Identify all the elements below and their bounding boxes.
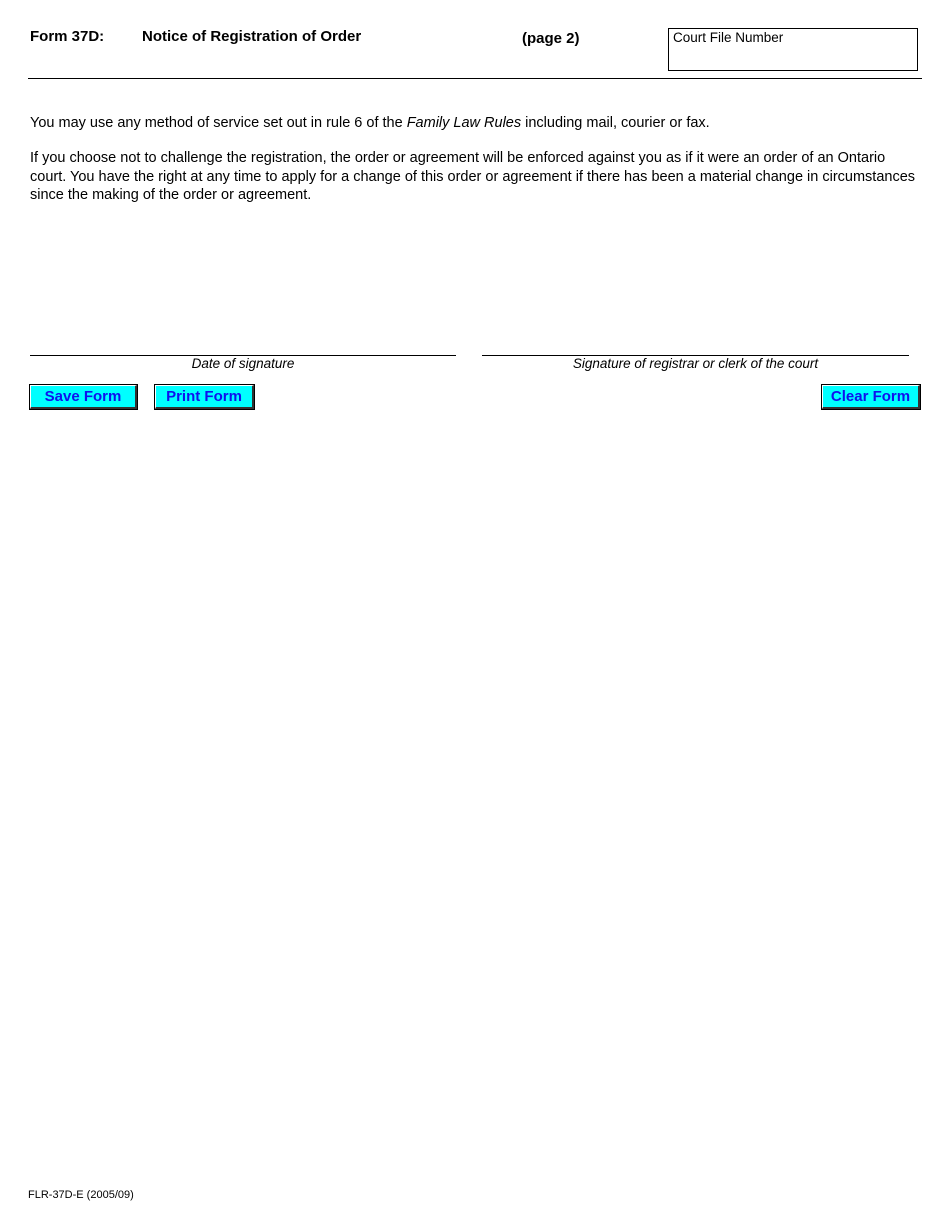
- print-form-button[interactable]: Print Form: [155, 385, 254, 409]
- paragraph-text: You may use any method of service set out in rule 6 of the: [30, 115, 407, 131]
- service-method-paragraph: [30, 114, 925, 133]
- enforcement-paragraph: If you choose not to challenge the registration, the order or agreement will be enforced against you as if it were an order of an Ontario court. You have the right at any time to apply for a change of this order or agreement if there has been a material change in circumstances since the making of the order or agreement.: [30, 150, 916, 203]
- date-of-signature-label: Date of signature: [191, 356, 295, 371]
- save-form-button[interactable]: Save Form: [30, 385, 137, 409]
- family-law-rules-citation: Family Law Rules: [406, 115, 522, 131]
- registrar-signature-label: Signature of registrar or clerk of the court: [572, 356, 819, 371]
- clear-form-button[interactable]: Clear Form: [822, 385, 920, 409]
- form-number: Form 37D:: [30, 28, 105, 45]
- page-indicator: (page 2): [522, 30, 580, 47]
- court-file-number-input[interactable]: [672, 48, 914, 70]
- header-divider: [28, 78, 922, 79]
- paragraph-text: including mail, courier or fax.: [521, 115, 710, 131]
- form-title: Notice of Registration of Order: [142, 28, 362, 45]
- court-file-number-label: Court File Number: [673, 30, 784, 45]
- form-version-code: FLR-37D-E (2005/09): [28, 1189, 134, 1201]
- court-file-number-box: [668, 28, 918, 71]
